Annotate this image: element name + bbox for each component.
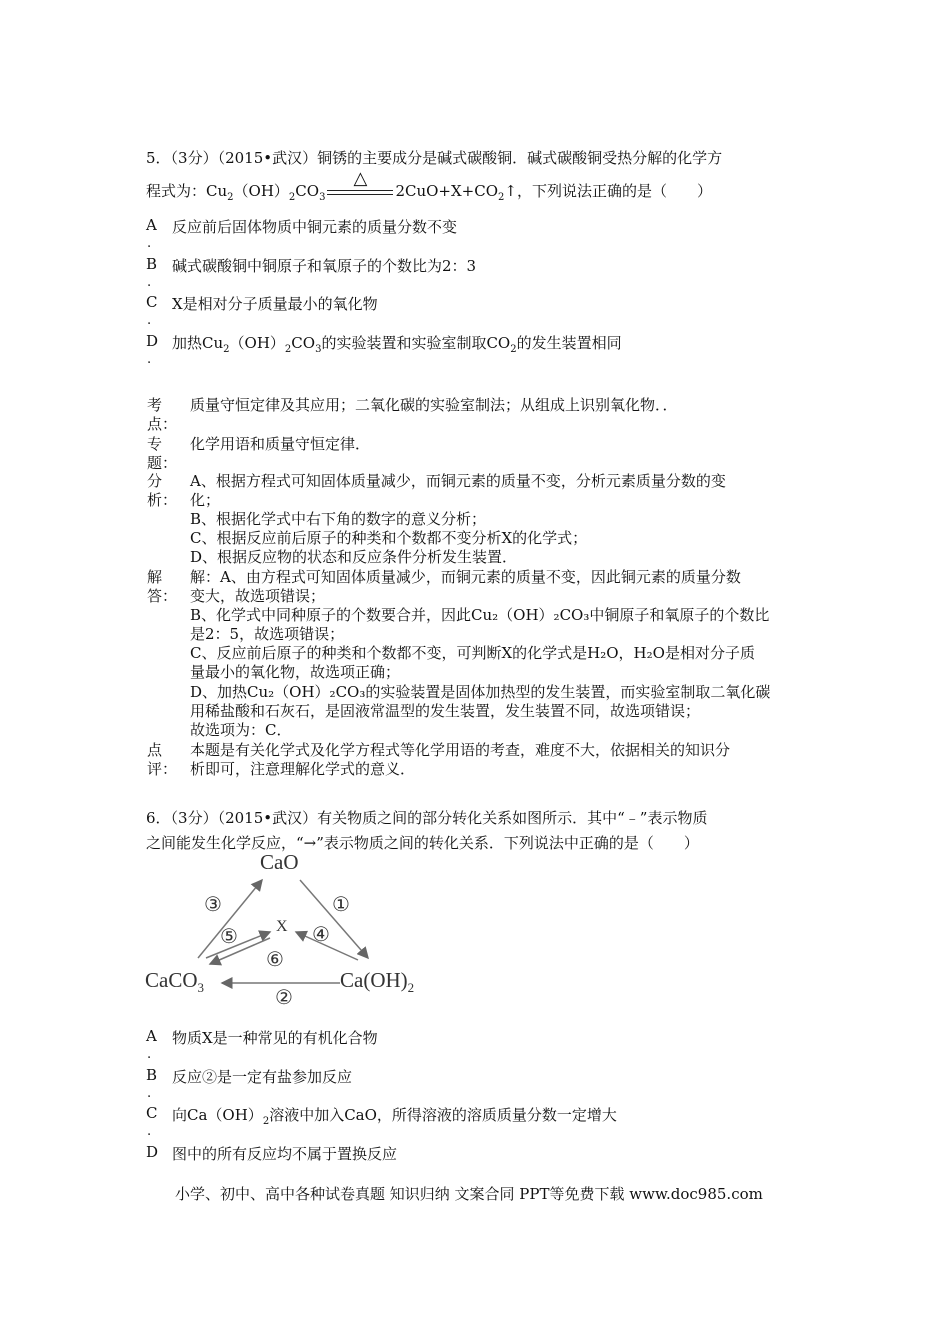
- heat-symbol: △: [353, 168, 368, 189]
- kaodian-label: 考 点：: [147, 396, 178, 433]
- fenxi-label: 分 析：: [147, 472, 178, 509]
- option-letter: D: [146, 332, 159, 350]
- option-dot: .: [147, 275, 152, 290]
- option-letter: C: [146, 293, 158, 311]
- q5-formula-part: ↑，下列说法正确的是（ ）: [504, 182, 712, 200]
- num-1: ①: [332, 894, 350, 916]
- option-dot: .: [147, 1124, 152, 1139]
- dianping-label: 点 评：: [147, 741, 178, 778]
- fenxi-line: B、根据化学式中右下角的数字的意义分析；: [190, 510, 487, 528]
- jieda-line: 用稀盐酸和石灰石，是固液常温型的发生装置，发生装置不同，故选项错误；: [190, 702, 701, 720]
- jieda-line: D、加热Cu₂（OH）₂CO₃的实验装置是固体加热型的发生装置，而实验室制取二氧化碳: [190, 683, 771, 701]
- x-label: X: [276, 918, 288, 935]
- num-4: ④: [312, 924, 330, 946]
- num-3: ③: [204, 894, 222, 916]
- option-letter: C: [146, 1104, 158, 1122]
- num-5: ⑤: [220, 926, 238, 948]
- arrow-6: [210, 938, 270, 964]
- option-letter: D: [146, 1143, 159, 1161]
- num-6: ⑥: [266, 949, 284, 971]
- jieda-line: 解：A、由方程式可知固体质量减少，而铜元素的质量不变，因此铜元素的质量分数: [190, 568, 741, 586]
- caoh2-label: $Ca(OH)_2$: [340, 968, 415, 996]
- option-letter: A: [146, 1027, 157, 1045]
- option-letter: B: [146, 255, 158, 273]
- jieda-label: 解 答：: [147, 568, 178, 605]
- q5-stem-line1: 5．（3分）（2015•武汉）铜锈的主要成分是碱式碳酸铜．碱式碳酸铜受热分解的化学方: [146, 149, 723, 167]
- option-dot: .: [147, 236, 152, 251]
- zhuanti-text: 化学用语和质量守恒定律．: [190, 435, 371, 453]
- dianping-line: 析即可，注意理解化学式的意义．: [190, 760, 416, 778]
- fenxi-line: C、根据反应前后原子的种类和个数都不变分析X的化学式；: [190, 529, 588, 547]
- option-text: 加热$Cu_2(OH)_2CO_3$的实验装置和实验室制取$CO_2$的发生装置相同: [172, 334, 622, 355]
- fenxi-line: A、根据方程式可知固体质量减少，而铜元素的质量不变，分析元素质量分数的变: [190, 472, 726, 490]
- reaction-arrow: [325, 168, 395, 200]
- option-dot: .: [147, 1047, 152, 1062]
- dianping-line: 本题是有关化学式及化学方程式等化学用语的考查，难度不大，依据相关的知识分: [190, 741, 731, 759]
- q5-formula-part: 程式为：Cu: [146, 182, 228, 200]
- q5-formula-part: 2CuO+X+CO: [395, 182, 499, 200]
- jieda-line: 是2：5，故选项错误；: [190, 625, 345, 643]
- option-text: 碱式碳酸铜中铜原子和氧原子的个数比为2：3: [172, 257, 477, 275]
- option-text: X是相对分子质量最小的氧化物: [172, 295, 378, 313]
- conversion-diagram: [140, 850, 440, 1010]
- q5-formula-part: （OH）: [233, 182, 289, 200]
- jieda-line: 量最小的氧化物，故选项正确；: [190, 663, 401, 681]
- fenxi-line: D、根据反应物的状态和反应条件分析发生装置．: [190, 548, 518, 566]
- option-letter: A: [146, 216, 157, 234]
- option-text: 图中的所有反应均不属于置换反应: [172, 1145, 398, 1163]
- option-text: 反应前后固体物质中铜元素的质量分数不变: [172, 218, 458, 236]
- jieda-line: 变大，故选项错误；: [190, 587, 326, 605]
- option-dot: .: [147, 313, 152, 328]
- option-letter: B: [146, 1066, 158, 1084]
- option-text: 向$Ca(OH)_2$溶液中加入CaO，所得溶液的溶质质量分数一定增大: [172, 1106, 617, 1127]
- option-text: 反应②是一定有盐参加反应: [172, 1068, 353, 1086]
- q6-stem-line1: 6．（3分）（2015•武汉）有关物质之间的部分转化关系如图所示．其中“﹣”表示物质: [146, 809, 708, 827]
- caco3-label: CaCO$_3$: [145, 968, 204, 996]
- q5-formula-part: CO: [295, 182, 320, 200]
- zhuanti-label: 专 题：: [147, 435, 178, 472]
- q6-stem-line2: 之间能发生化学反应，“→”表示物质之间的转化关系．下列说法中正确的是（ ）: [146, 834, 699, 852]
- fenxi-line: 化；: [190, 491, 221, 509]
- num-2: ②: [275, 987, 293, 1009]
- option-dot: .: [147, 352, 152, 367]
- q5-stem-line2: 程式为：$Cu_2(OH)_2CO_3$ △ $2CuO+X+CO_2↑$，下列说法正确的是（ ）: [146, 168, 712, 203]
- jieda-line: 故选项为：C．: [190, 721, 292, 739]
- jieda-line: B、化学式中同种原子的个数要合并，因此Cu₂（OH）₂CO₃中铜原子和氧原子的个数比: [190, 606, 770, 624]
- jieda-line: C、反应前后原子的种类和个数都不变，可判断X的化学式是H₂O，H₂O是相对分子质: [190, 644, 755, 662]
- kaodian-text: 质量守恒定律及其应用；二氧化碳的实验室制法；从组成上识别氧化物．．: [190, 396, 678, 414]
- cao-label: CaO: [260, 850, 299, 874]
- option-text: 物质X是一种常见的有机化合物: [172, 1029, 378, 1047]
- page-footer: 小学、初中、高中各种试卷真题 知识归纳 文案合同 PPT等免费下载 www.doc985.com: [175, 1185, 763, 1203]
- option-dot: .: [147, 1086, 152, 1101]
